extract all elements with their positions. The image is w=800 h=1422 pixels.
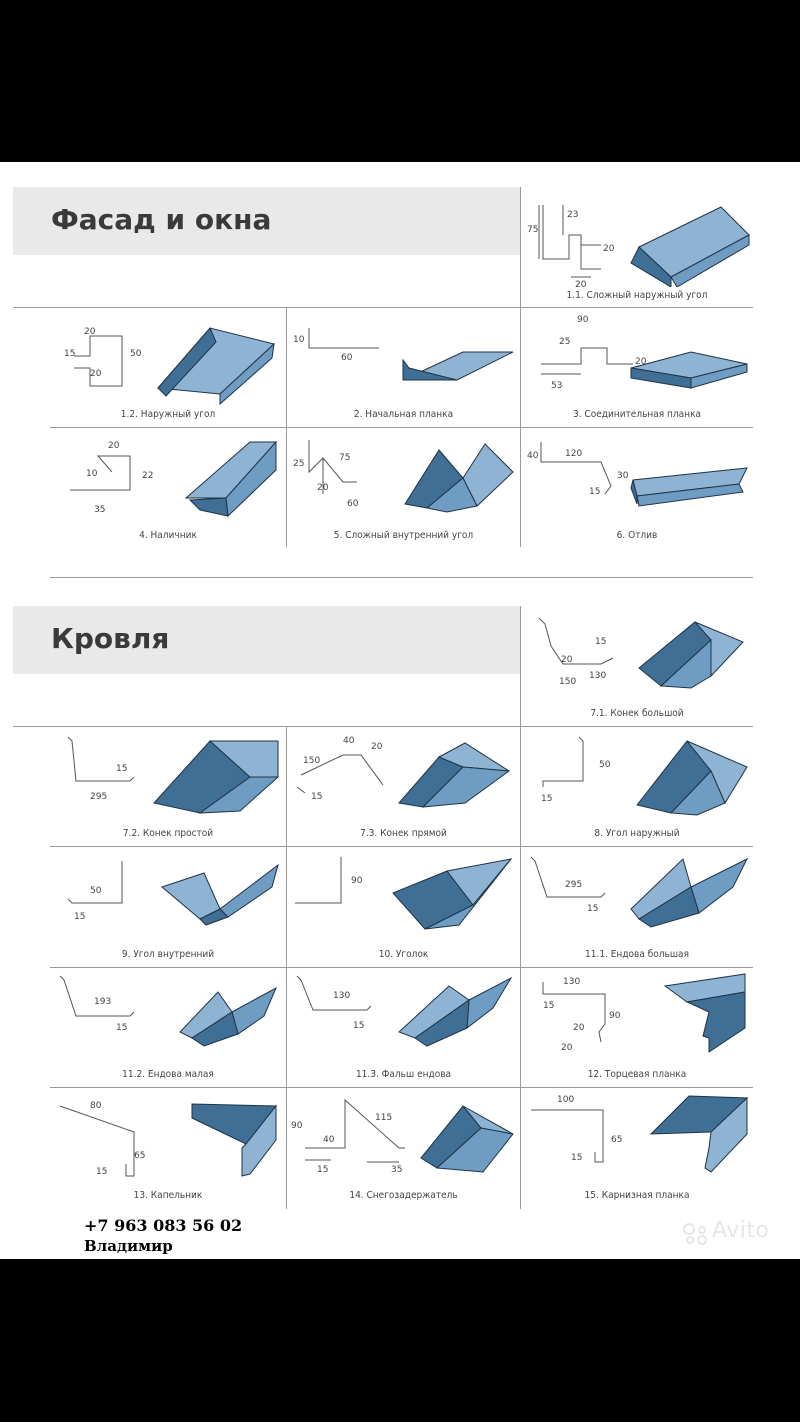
product-caption: 8. Угол наружный xyxy=(594,828,680,839)
dimension-label: 75 xyxy=(527,225,539,235)
product-card[interactable] xyxy=(50,308,286,427)
product-card[interactable] xyxy=(287,308,520,427)
product-caption: 13. Капельник xyxy=(133,1190,203,1201)
product-caption: 1.2. Наружный угол xyxy=(120,409,216,420)
dimension-label: 50 xyxy=(130,349,142,359)
dimension-label: 60 xyxy=(347,499,359,509)
dimension-label: 20 xyxy=(84,327,96,337)
dimension-label: 100 xyxy=(557,1095,575,1105)
product-card[interactable] xyxy=(50,428,286,548)
product-caption: 7.3. Конек прямой xyxy=(360,828,447,839)
dimension-label: 90 xyxy=(291,1121,303,1131)
dimension-label: 15 xyxy=(587,904,599,914)
dimension-label: 15 xyxy=(96,1167,108,1177)
dimension-label: 20 xyxy=(573,1023,585,1033)
product-card[interactable] xyxy=(50,727,286,846)
product-caption: 5. Сложный внутренний угол xyxy=(333,530,474,541)
product-caption: 7.1. Конек большой xyxy=(590,708,684,719)
watermark-text: Avito xyxy=(712,1218,770,1243)
product-card[interactable] xyxy=(50,1088,286,1208)
dimension-label: 150 xyxy=(559,677,577,687)
profile-drawing xyxy=(287,727,520,827)
dimension-label: 20 xyxy=(90,369,102,379)
dimension-label: 40 xyxy=(323,1135,335,1145)
dimension-label: 150 xyxy=(303,756,321,766)
dimension-label: 15 xyxy=(74,912,86,922)
roof-section-title: Кровля xyxy=(51,622,170,655)
profile-drawing xyxy=(521,428,753,528)
product-caption: 3. Соединительная планка xyxy=(572,409,702,420)
profile-drawing xyxy=(50,428,286,528)
dimension-label: 20 xyxy=(561,655,573,665)
avito-watermark xyxy=(680,1218,790,1248)
product-caption: 15. Карнизная планка xyxy=(584,1190,690,1201)
dimension-label: 65 xyxy=(611,1135,623,1145)
dimension-label: 295 xyxy=(565,880,583,890)
product-card[interactable] xyxy=(521,1088,753,1208)
dimension-label: 53 xyxy=(551,381,563,391)
dimension-label: 130 xyxy=(589,671,607,681)
product-card[interactable] xyxy=(287,968,520,1087)
dimension-label: 40 xyxy=(527,451,539,461)
dimension-label: 15 xyxy=(543,1001,555,1011)
dimension-label: 35 xyxy=(94,505,106,515)
product-caption: 4. Наличник xyxy=(139,530,197,541)
dimension-label: 25 xyxy=(293,459,305,469)
roof-section-heading xyxy=(13,606,520,674)
product-card[interactable] xyxy=(287,428,520,548)
product-caption: 11.1. Ендова большая xyxy=(585,949,689,960)
product-caption: 7.2. Конек простой xyxy=(122,828,214,839)
dimension-label: 15 xyxy=(541,794,553,804)
dimension-label: 25 xyxy=(559,337,571,347)
contact-name: Владимир xyxy=(84,1237,173,1255)
dimension-label: 15 xyxy=(589,487,601,497)
dimension-label: 40 xyxy=(343,736,355,746)
product-caption: 11.2. Ендова малая xyxy=(122,1069,214,1080)
dimension-label: 120 xyxy=(565,449,583,459)
dimension-label: 75 xyxy=(339,453,351,463)
product-card[interactable] xyxy=(287,727,520,846)
dimension-label: 10 xyxy=(86,469,98,479)
product-card[interactable] xyxy=(50,968,286,1087)
product-caption: 2. Начальная планка xyxy=(353,409,454,420)
dimension-label: 20 xyxy=(371,742,383,752)
profile-drawing xyxy=(287,428,520,528)
catalog-sheet xyxy=(0,162,800,1259)
product-card[interactable] xyxy=(521,968,753,1087)
product-card[interactable] xyxy=(521,847,753,967)
product-card[interactable] xyxy=(521,428,753,548)
dimension-label: 15 xyxy=(317,1165,329,1175)
dimension-label: 10 xyxy=(293,335,305,345)
profile-drawing xyxy=(521,847,753,947)
facade-section-heading xyxy=(13,187,520,255)
dimension-label: 15 xyxy=(116,1023,128,1033)
profile-drawing xyxy=(50,1088,286,1188)
product-caption: 1.1. Сложный наружный угол xyxy=(566,290,708,301)
contact-phone[interactable]: +7 963 083 56 02 xyxy=(84,1216,243,1235)
dimension-label: 60 xyxy=(341,353,353,363)
profile-drawing xyxy=(50,308,286,408)
dimension-label: 295 xyxy=(90,792,108,802)
facade-section-title: Фасад и окна xyxy=(51,203,272,236)
dimension-label: 20 xyxy=(108,441,120,451)
profile-drawing xyxy=(50,847,286,947)
product-caption: 12. Торцевая планка xyxy=(587,1069,687,1080)
dimension-label: 15 xyxy=(116,764,128,774)
dimension-label: 20 xyxy=(635,357,647,367)
product-caption: 6. Отлив xyxy=(616,530,658,541)
dimension-label: 20 xyxy=(603,244,615,254)
avito-logo-icon xyxy=(682,1222,710,1246)
product-card[interactable] xyxy=(521,727,753,846)
dimension-label: 90 xyxy=(609,1011,621,1021)
dimension-label: 23 xyxy=(567,210,579,220)
product-card[interactable] xyxy=(287,847,520,967)
profile-drawing xyxy=(521,1088,753,1188)
dimension-label: 35 xyxy=(391,1165,403,1175)
product-caption: 10. Уголок xyxy=(378,949,429,960)
profile-drawing xyxy=(287,1088,520,1188)
profile-drawing xyxy=(287,308,520,408)
dimension-label: 15 xyxy=(64,349,76,359)
dimension-label: 15 xyxy=(311,792,323,802)
dimension-label: 22 xyxy=(142,471,154,481)
profile-drawing xyxy=(521,606,753,706)
dimension-label: 50 xyxy=(90,886,102,896)
dimension-label: 90 xyxy=(577,315,589,325)
profile-drawing xyxy=(287,847,520,947)
dimension-label: 115 xyxy=(375,1113,393,1123)
dimension-label: 193 xyxy=(94,997,112,1007)
product-card[interactable] xyxy=(521,606,753,726)
product-card[interactable] xyxy=(50,847,286,967)
section-separator xyxy=(50,577,753,578)
profile-drawing xyxy=(521,308,753,408)
dimension-label: 30 xyxy=(617,471,629,481)
dimension-label: 50 xyxy=(599,760,611,770)
product-card[interactable] xyxy=(521,308,753,427)
profile-drawing xyxy=(50,968,286,1068)
product-caption: 11.3. Фальш ендова xyxy=(355,1069,452,1080)
profile-drawing xyxy=(287,968,520,1068)
dimension-label: 90 xyxy=(351,876,363,886)
dimension-label: 80 xyxy=(90,1101,102,1111)
product-caption: 9. Угол внутренний xyxy=(121,949,215,960)
product-card[interactable] xyxy=(521,187,753,307)
dimension-label: 65 xyxy=(134,1151,146,1161)
dimension-label: 15 xyxy=(595,637,607,647)
profile-drawing xyxy=(521,968,753,1068)
dimension-label: 130 xyxy=(333,991,351,1001)
contact-info xyxy=(84,1215,242,1257)
dimension-label: 20 xyxy=(561,1043,573,1053)
dimension-label: 130 xyxy=(563,977,581,987)
profile-drawing xyxy=(521,727,753,827)
dimension-label: 15 xyxy=(353,1021,365,1031)
profile-drawing xyxy=(50,727,286,827)
profile-drawing xyxy=(521,187,753,287)
dimension-label: 15 xyxy=(571,1153,583,1163)
dimension-label: 20 xyxy=(575,280,587,287)
product-card[interactable] xyxy=(287,1088,520,1208)
product-caption: 14. Снегозадержатель xyxy=(349,1190,458,1201)
dimension-label: 20 xyxy=(317,483,329,493)
